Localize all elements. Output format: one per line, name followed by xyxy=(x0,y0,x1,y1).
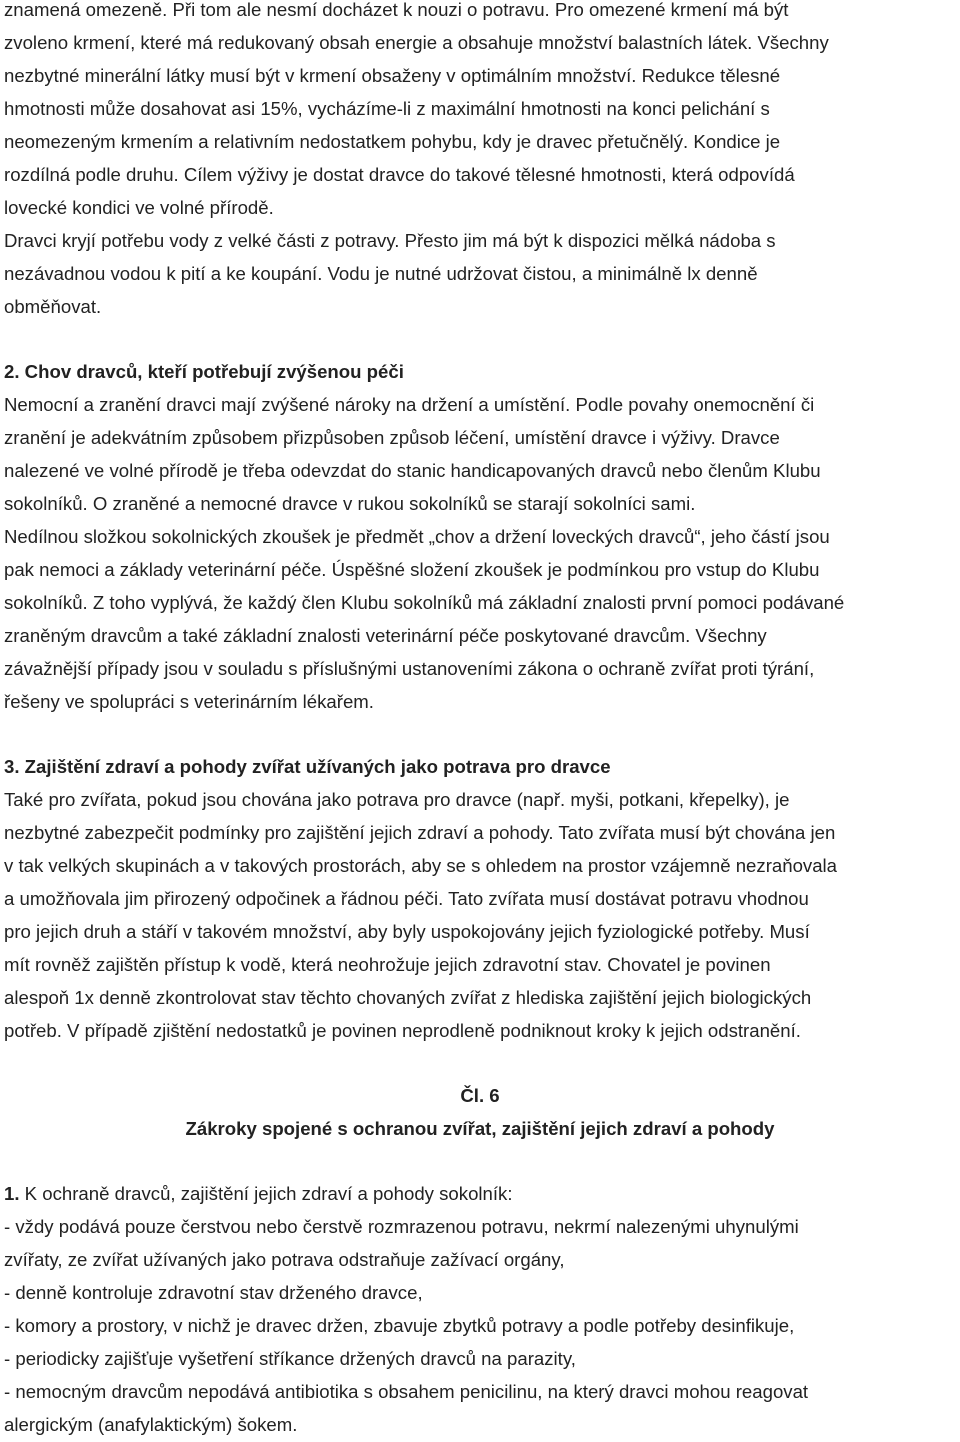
text-line: lovecké kondici ve volné přírodě. xyxy=(4,197,274,218)
text-line: nezávadnou vodou k pití a ke koupání. Vodu je nutné udržovat čistou, a minimálně lx denně xyxy=(4,263,758,284)
text-line: sokolníků. Z toho vyplývá, že každý člen Klubu sokolníků má základní znalosti první pomoci podávané xyxy=(4,592,845,613)
text-line: řešeny ve spolupráci s veterinárním lékařem. xyxy=(4,691,374,712)
list-item: - denně kontroluje zdravotní stav drženého dravce, xyxy=(4,1282,423,1303)
text-line: nezbytné minerální látky musí být v krmení obsaženy v optimálním množství. Redukce tělesné xyxy=(4,65,781,86)
text-line: mít rovněž zajištěn přístup k vodě, která neohrožuje jejich zdravotní stav. Chovatel je povinen xyxy=(4,954,771,975)
list-item: - periodicky zajišťuje vyšetření stříkance držených dravců na parazity, xyxy=(4,1348,576,1369)
item-intro-text: K ochraně dravců, zajištění jejich zdraví a pohody sokolník: xyxy=(19,1183,513,1204)
section-heading: 2. Chov dravců, kteří potřebují zvýšenou péči xyxy=(4,361,404,382)
text-line: pro jejich druh a stáří v takovém množství, aby byly uspokojovány jejich fyziologické potřeby. Musí xyxy=(4,921,810,942)
section-heading: 3. Zajištění zdraví a pohody zvířat užívaných jako potrava pro dravce xyxy=(4,756,611,777)
text-line: Dravci kryjí potřebu vody z velké části z potravy. Přesto jim má být k dispozici mělká nádoba s xyxy=(4,230,776,251)
text-line: rozdílná podle druhu. Cílem výživy je dostat dravce do takové tělesné hmotnosti, která odpovídá xyxy=(4,164,795,185)
article-number: Čl. 6 xyxy=(460,1085,500,1106)
text-line: hmotnosti může dosahovat asi 15%, vycházíme-li z maximální hmotnosti na konci pelichání s xyxy=(4,98,770,119)
text-line: zranění je adekvátním způsobem přizpůsoben způsob léčení, umístění dravce i výživy. Dravce xyxy=(4,427,780,448)
text-line: neomezeným krmením a relativním nedostatkem pohybu, kdy je dravec přetučnělý. Kondice je xyxy=(4,131,781,152)
text-line: a umožňovala jim přirozený odpočinek a řádnou péči. Tato zvířata musí dostávat potravu vhodnou xyxy=(4,888,809,909)
text-line: nalezené ve volné přírodě je třeba odevzdat do stanic handicapovaných dravců nebo členům Klubu xyxy=(4,460,821,481)
text-line: závažnější případy jsou v souladu s příslušnými ustanoveními zákona o ochraně zvířat proti týrání, xyxy=(4,658,815,679)
text-line: zvoleno krmení, které má redukovaný obsah energie a obsahuje množství balastních látek. Všechny xyxy=(4,32,829,53)
text-line: Také pro zvířata, pokud jsou chována jako potrava pro dravce (např. myši, potkani, křepelky), je xyxy=(4,789,790,810)
text-line: zraněným dravcům a také základní znalosti veterinární péče poskytované dravcům. Všechny xyxy=(4,625,767,646)
list-item: alergickým (anafylaktickým) šokem. xyxy=(4,1414,298,1435)
text-line: pak nemoci a základy veterinární péče. Úspěšné složení zkoušek je podmínkou pro vstup do Klubu xyxy=(4,559,820,580)
text-line: sokolníků. O zraněné a nemocné dravce v rukou sokolníků se starají sokolníci sami. xyxy=(4,493,696,514)
text-line: potřeb. V případě zjištění nedostatků je povinen neprodleně podniknout kroky k jejich odstranění. xyxy=(4,1020,801,1041)
list-item: - komory a prostory, v nichž je dravec držen, zbavuje zbytků potravy a podle potřeby desinfikuje, xyxy=(4,1315,795,1336)
text-line: Nemocní a zranění dravci mají zvýšené nároky na držení a umístění. Podle povahy onemocnění či xyxy=(4,394,815,415)
text-line: nezbytné zabezpečit podmínky pro zajištění jejich zdraví a pohody. Tato zvířata musí být chována jen xyxy=(4,822,836,843)
list-item: zvířaty, ze zvířat užívaných jako potrava odstraňuje zažívací orgány, xyxy=(4,1249,565,1270)
list-item: - vždy podává pouze čerstvou nebo čerstvě rozmrazenou potravu, nekrmí nalezenými uhynulými xyxy=(4,1216,799,1237)
item-number: 1. xyxy=(4,1183,20,1204)
text-line: Nedílnou složkou sokolnických zkoušek je předmět „chov a držení loveckých dravců“, jeho částí jsou xyxy=(4,526,830,547)
list-intro xyxy=(4,1178,513,1211)
text-line: obměňovat. xyxy=(4,296,102,317)
list-item: - nemocným dravcům nepodává antibiotika s obsahem penicilinu, na který dravci mohou reagovat xyxy=(4,1381,809,1402)
text-line: alespoň 1x denně zkontrolovat stav těchto chovaných zvířat z hlediska zajištění jejich biologických xyxy=(4,987,812,1008)
article-title: Zákroky spojené s ochranou zvířat, zajištění jejich zdraví a pohody xyxy=(185,1118,775,1139)
text-line: znamená omezeně. Při tom ale nesmí docházet k nouzi o potravu. Pro omezené krmení má být xyxy=(4,0,789,20)
text-line: v tak velkých skupinách a v takových prostorách, aby se s ohledem na prostor vzájemně nezraňovala xyxy=(4,855,838,876)
